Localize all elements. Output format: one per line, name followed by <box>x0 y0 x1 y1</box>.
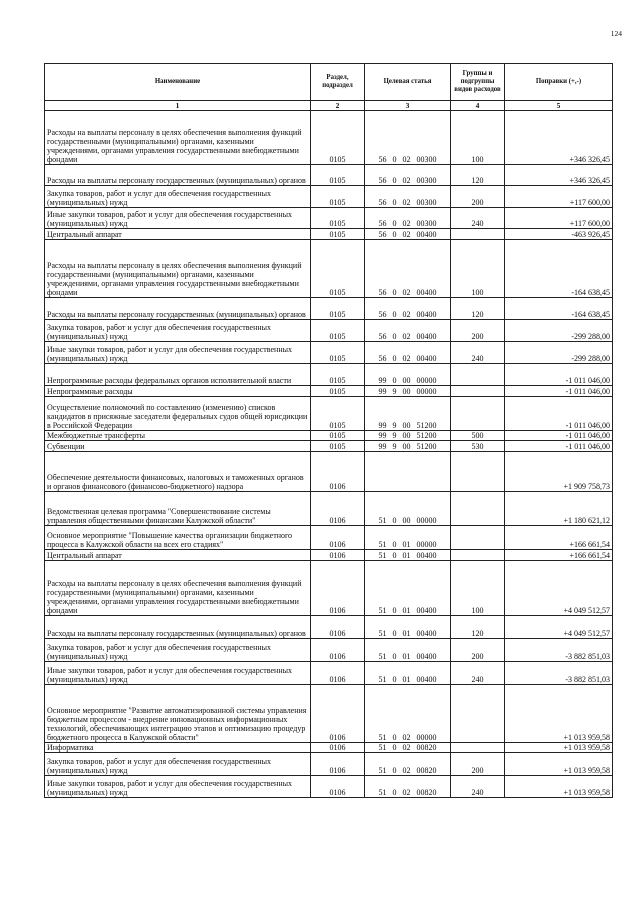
row-name: Закупка товаров, работ и услуг для обеспечения государственных (муниципальных) нужд <box>45 639 311 662</box>
row-amount: +1 180 621,12 <box>505 492 613 526</box>
row-name: Закупка товаров, работ и услуг для обеспечения государственных (муниципальных) нужд <box>45 186 311 208</box>
table-row <box>45 397 613 431</box>
row-amount: +1 013 959,58 <box>505 685 613 743</box>
row-group <box>451 364 505 386</box>
table-row <box>45 441 613 452</box>
row-target: 56 0 02 00300 <box>365 208 451 229</box>
row-group: 120 <box>451 616 505 639</box>
row-group <box>451 492 505 526</box>
table-row <box>45 743 613 753</box>
row-group <box>451 229 505 240</box>
row-group: 530 <box>451 441 505 452</box>
row-name: Основное мероприятие "Развитие автоматизированной системы управления бюджетным процессом - внедрение инновационных информационных технологий, обеспечивающих интеграцию этапов и оптимизацию процедур бюджетного процесса в Калужской области" <box>45 685 311 743</box>
table-row <box>45 753 613 776</box>
row-target: 56 0 02 00400 <box>365 298 451 320</box>
row-target: 99 9 00 51200 <box>365 397 451 431</box>
row-amount: +117 600,00 <box>505 186 613 208</box>
row-section: 0105 <box>311 208 365 229</box>
table-row <box>45 639 613 662</box>
row-group <box>451 550 505 561</box>
row-amount: +1 013 959,58 <box>505 753 613 776</box>
row-group: 200 <box>451 639 505 662</box>
row-name: Расходы на выплаты персоналу в целях обеспечения выполнения функций государственными (муниципальными) органами, казенными учреждениями, органами управления государственными внебюджетными фондами <box>45 240 311 298</box>
row-target <box>365 452 451 492</box>
row-section: 0105 <box>311 240 365 298</box>
col-number-1: 1 <box>45 101 311 111</box>
row-amount: -463 926,45 <box>505 229 613 240</box>
table-row <box>45 616 613 639</box>
row-target: 56 0 02 00400 <box>365 320 451 342</box>
row-group: 500 <box>451 431 505 441</box>
header-name: Наименование <box>45 64 311 101</box>
row-section: 0105 <box>311 441 365 452</box>
row-section: 0106 <box>311 776 365 798</box>
table-row <box>45 320 613 342</box>
row-name: Осуществление полномочий по составлению (изменению) списков кандидатов в присяжные заседатели федеральных судов общей юрисдикции в Российской Федерации <box>45 397 311 431</box>
row-group <box>451 386 505 397</box>
row-group: 200 <box>451 186 505 208</box>
row-section: 0105 <box>311 186 365 208</box>
row-target: 99 9 00 00000 <box>365 386 451 397</box>
row-amount: -3 882 851,03 <box>505 662 613 685</box>
table-header-row <box>45 64 613 101</box>
row-amount: +1 909 758,73 <box>505 452 613 492</box>
row-target: 51 0 01 00000 <box>365 526 451 550</box>
row-group: 240 <box>451 208 505 229</box>
row-target: 51 0 02 00820 <box>365 753 451 776</box>
table-row <box>45 111 613 165</box>
row-amount: +166 661,54 <box>505 526 613 550</box>
row-name: Обеспечение деятельности финансовых, налоговых и таможенных органов и органов финансового (финансово-бюджетного) надзора <box>45 452 311 492</box>
row-target: 51 0 02 00820 <box>365 776 451 798</box>
table-row <box>45 776 613 798</box>
row-target: 56 0 02 00400 <box>365 342 451 364</box>
row-name: Информатика <box>45 743 311 753</box>
row-target: 99 9 00 51200 <box>365 441 451 452</box>
table-row <box>45 298 613 320</box>
row-name: Расходы на выплаты персоналу в целях обеспечения выполнения функций государственными (муниципальными) органами, казенными учреждениями, органами управления государственными внебюджетными фондами <box>45 111 311 165</box>
table-row <box>45 685 613 743</box>
row-target: 51 0 01 00400 <box>365 639 451 662</box>
table-row <box>45 561 613 616</box>
row-amount: +4 049 512,57 <box>505 616 613 639</box>
row-group <box>451 452 505 492</box>
table-row <box>45 431 613 441</box>
column-number-row <box>45 101 613 111</box>
row-amount: +117 600,00 <box>505 208 613 229</box>
row-name: Расходы на выплаты персоналу государственных (муниципальных) органов <box>45 616 311 639</box>
row-amount: -1 011 046,00 <box>505 441 613 452</box>
row-target: 51 0 02 00820 <box>365 743 451 753</box>
row-amount: -299 288,00 <box>505 320 613 342</box>
row-amount: -1 011 046,00 <box>505 431 613 441</box>
row-section: 0105 <box>311 320 365 342</box>
col-number-2: 2 <box>311 101 365 111</box>
table-row <box>45 550 613 561</box>
row-group: 200 <box>451 753 505 776</box>
row-section: 0106 <box>311 550 365 561</box>
table-row <box>45 342 613 364</box>
row-section: 0105 <box>311 342 365 364</box>
row-group: 100 <box>451 111 505 165</box>
table-row <box>45 229 613 240</box>
row-section: 0105 <box>311 111 365 165</box>
row-name: Основное мероприятие "Повышение качества организации бюджетного процесса в Калужской области на всех его стадиях" <box>45 526 311 550</box>
row-group: 200 <box>451 320 505 342</box>
row-section: 0105 <box>311 364 365 386</box>
row-section: 0105 <box>311 165 365 186</box>
row-name: Расходы на выплаты персоналу государственных (муниципальных) органов <box>45 165 311 186</box>
row-group: 240 <box>451 662 505 685</box>
row-amount: -164 638,45 <box>505 298 613 320</box>
row-group: 240 <box>451 776 505 798</box>
row-amount: -164 638,45 <box>505 240 613 298</box>
row-section: 0105 <box>311 386 365 397</box>
row-name: Иные закупки товаров, работ и услуг для обеспечения государственных (муниципальных) нужд <box>45 662 311 685</box>
row-target: 56 0 02 00400 <box>365 240 451 298</box>
row-amount: -1 011 046,00 <box>505 397 613 431</box>
row-amount: +166 661,54 <box>505 550 613 561</box>
row-section: 0106 <box>311 662 365 685</box>
row-target: 56 0 02 00400 <box>365 229 451 240</box>
row-section: 0106 <box>311 526 365 550</box>
row-amount: +1 013 959,58 <box>505 776 613 798</box>
row-target: 51 0 02 00000 <box>365 685 451 743</box>
row-name: Иные закупки товаров, работ и услуг для обеспечения государственных (муниципальных) нужд <box>45 208 311 229</box>
table-row <box>45 662 613 685</box>
row-target: 56 0 02 00300 <box>365 111 451 165</box>
row-amount: +346 326,45 <box>505 165 613 186</box>
row-target: 51 0 01 00400 <box>365 616 451 639</box>
header-section: Раздел, подраздел <box>311 64 365 101</box>
row-section: 0106 <box>311 753 365 776</box>
row-group: 120 <box>451 165 505 186</box>
row-section: 0106 <box>311 561 365 616</box>
row-name: Межбюджетные трансферты <box>45 431 311 441</box>
row-amount: +346 326,45 <box>505 111 613 165</box>
row-amount: -299 288,00 <box>505 342 613 364</box>
table-row <box>45 526 613 550</box>
row-section: 0106 <box>311 639 365 662</box>
table-row <box>45 240 613 298</box>
row-group: 120 <box>451 298 505 320</box>
header-target: Целевая статья <box>365 64 451 101</box>
table-row <box>45 452 613 492</box>
row-target: 99 0 00 00000 <box>365 364 451 386</box>
row-group: 100 <box>451 561 505 616</box>
col-number-5: 5 <box>505 101 613 111</box>
row-target: 51 0 01 00400 <box>365 662 451 685</box>
row-group <box>451 743 505 753</box>
row-group <box>451 397 505 431</box>
row-section: 0106 <box>311 743 365 753</box>
row-name: Иные закупки товаров, работ и услуг для обеспечения государственных (муниципальных) нужд <box>45 776 311 798</box>
budget-table <box>44 63 613 798</box>
row-section: 0105 <box>311 298 365 320</box>
page-number: 124 <box>610 29 622 38</box>
row-target: 56 0 02 00300 <box>365 165 451 186</box>
table-row <box>45 208 613 229</box>
row-group <box>451 685 505 743</box>
table-row <box>45 386 613 397</box>
row-name: Субвенции <box>45 441 311 452</box>
row-target: 51 0 00 00000 <box>365 492 451 526</box>
row-amount: -1 011 046,00 <box>505 386 613 397</box>
row-section: 0106 <box>311 452 365 492</box>
header-amount: Поправки (+,-) <box>505 64 613 101</box>
row-name: Расходы на выплаты персоналу государственных (муниципальных) органов <box>45 298 311 320</box>
row-amount: +4 049 512,57 <box>505 561 613 616</box>
row-group: 240 <box>451 342 505 364</box>
row-section: 0106 <box>311 685 365 743</box>
row-name: Центральный аппарат <box>45 550 311 561</box>
row-amount: +1 013 959,58 <box>505 743 613 753</box>
row-group: 100 <box>451 240 505 298</box>
row-target: 56 0 02 00300 <box>365 186 451 208</box>
row-name: Закупка товаров, работ и услуг для обеспечения государственных (муниципальных) нужд <box>45 753 311 776</box>
row-target: 51 0 01 00400 <box>365 561 451 616</box>
row-name: Непрограммные расходы <box>45 386 311 397</box>
table-row <box>45 364 613 386</box>
row-name: Непрограммные расходы федеральных органов исполнительной власти <box>45 364 311 386</box>
table-row <box>45 492 613 526</box>
row-name: Расходы на выплаты персоналу в целях обеспечения выполнения функций государственными (муниципальными) органами, казенными учреждениями, органами управления государственными внебюджетными фондами <box>45 561 311 616</box>
row-section: 0105 <box>311 229 365 240</box>
col-number-3: 3 <box>365 101 451 111</box>
row-name: Иные закупки товаров, работ и услуг для обеспечения государственных (муниципальных) нужд <box>45 342 311 364</box>
row-group <box>451 526 505 550</box>
col-number-4: 4 <box>451 101 505 111</box>
row-section: 0106 <box>311 492 365 526</box>
table-row <box>45 165 613 186</box>
row-name: Центральный аппарат <box>45 229 311 240</box>
table-row <box>45 186 613 208</box>
row-amount: -1 011 046,00 <box>505 364 613 386</box>
row-amount: -3 882 851,03 <box>505 639 613 662</box>
row-target: 99 9 00 51200 <box>365 431 451 441</box>
row-section: 0105 <box>311 397 365 431</box>
row-target: 51 0 01 00400 <box>365 550 451 561</box>
row-name: Ведомственная целевая программа "Совершенствование системы управления общественными финансами Калужской области" <box>45 492 311 526</box>
header-groups: Группы и подгруппы видов расходов <box>451 64 505 101</box>
row-name: Закупка товаров, работ и услуг для обеспечения государственных (муниципальных) нужд <box>45 320 311 342</box>
row-section: 0105 <box>311 431 365 441</box>
row-section: 0106 <box>311 616 365 639</box>
